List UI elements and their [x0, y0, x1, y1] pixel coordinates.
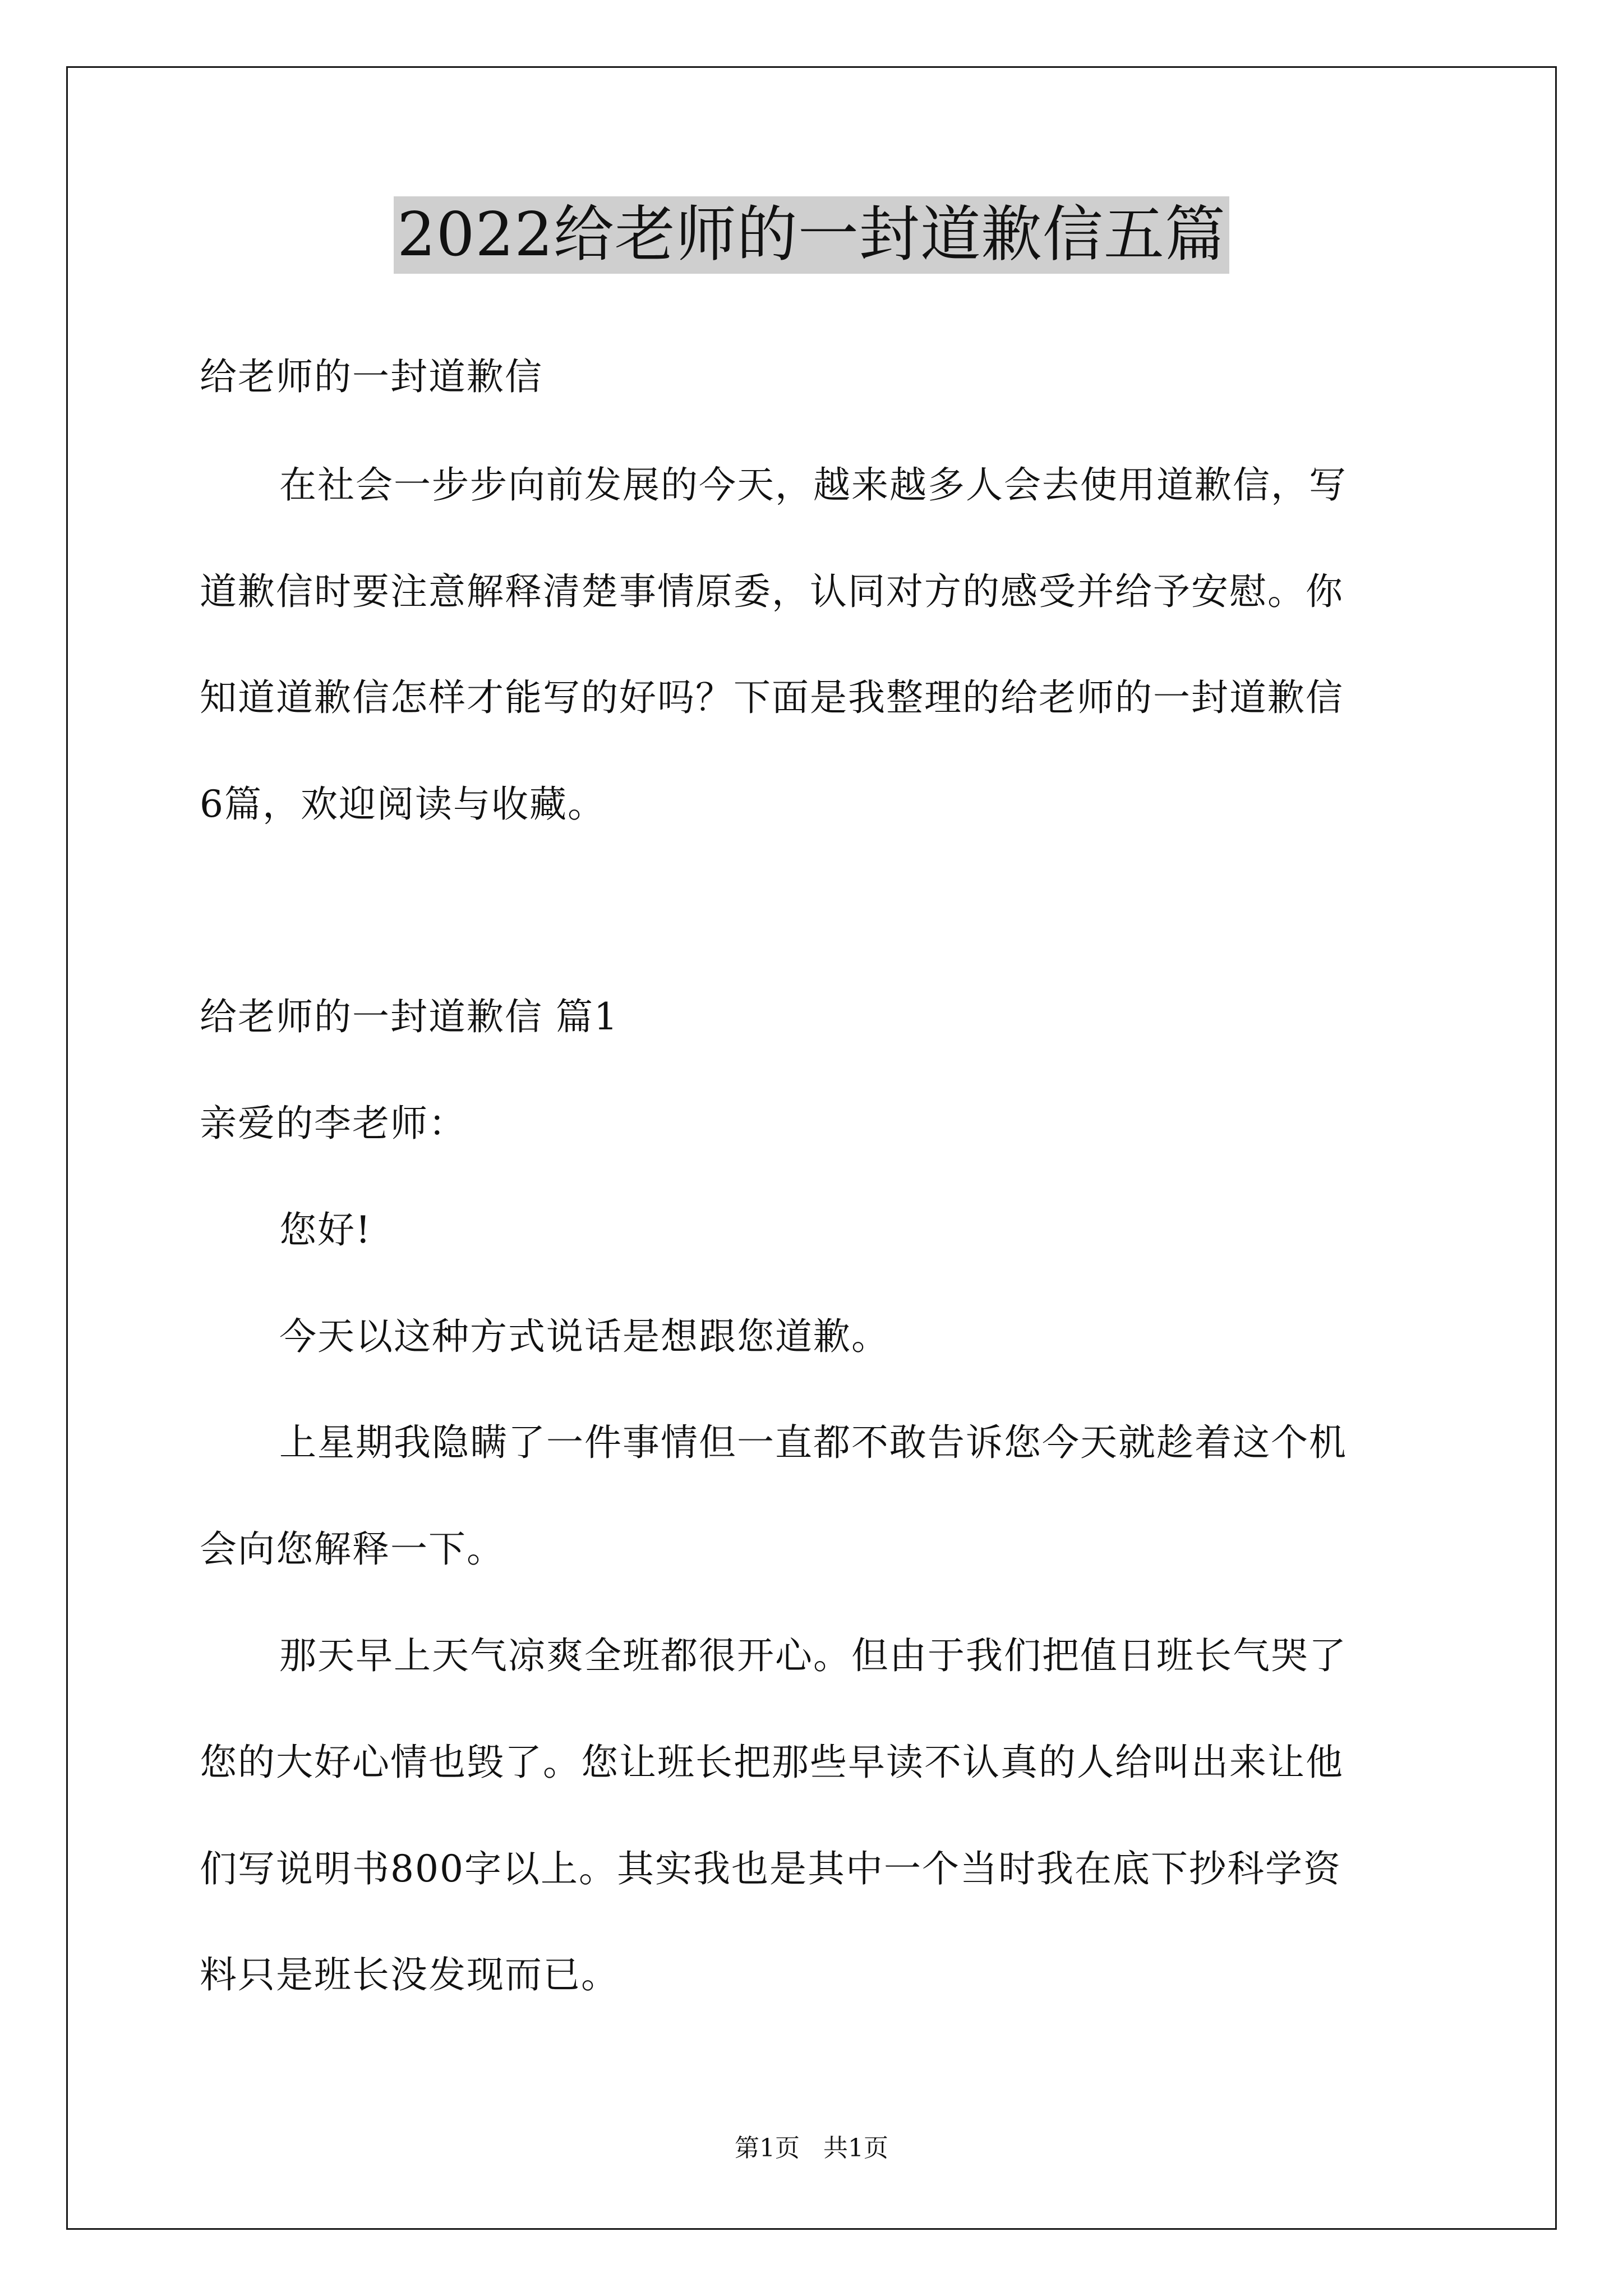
intro-line-3: 知道道歉信怎样才能写的好吗？下面是我整理的给老师的一封道歉信: [200, 676, 1344, 719]
document-title: 2022给老师的一封道歉信五篇: [394, 196, 1229, 274]
page-footer: 第1页 共1页: [735, 2134, 888, 2162]
paragraph-3-line-1: 那天早上天气凉爽全班都很开心。但由于我们把值日班长气哭了: [279, 1634, 1347, 1677]
intro-line-2: 道歉信时要注意解释清楚事情原委，认同对方的感受并给予安慰。你: [200, 570, 1344, 613]
intro-heading: 给老师的一封道歉信: [200, 355, 543, 398]
paragraph-2-line-1: 上星期我隐瞒了一件事情但一直都不敢告诉您今天就趁着这个机: [279, 1421, 1347, 1464]
greeting: 您好!: [279, 1208, 372, 1251]
paragraph-3-line-2: 您的大好心情也毁了。您让班长把那些早读不认真的人给叫出来让他: [200, 1741, 1344, 1784]
paragraph-3-line-4: 料只是班长没发现而已。: [200, 1953, 619, 1996]
paragraph-3-line-3: 们写说明书800字以上。其实我也是其中一个当时我在底下抄科学资: [200, 1847, 1341, 1890]
paragraph-1: 今天以这种方式说话是想跟您道歉。: [279, 1315, 889, 1358]
intro-line-1: 在社会一步步向前发展的今天，越来越多人会去使用道歉信，写: [279, 463, 1347, 507]
paragraph-2-line-2: 会向您解释一下。: [200, 1527, 505, 1571]
intro-line-4: 6篇，欢迎阅读与收藏。: [200, 783, 606, 826]
section-heading: 给老师的一封道歉信 篇1: [200, 995, 619, 1038]
title-container: [0, 196, 1623, 274]
salutation: 亲爱的李老师：: [200, 1102, 467, 1145]
